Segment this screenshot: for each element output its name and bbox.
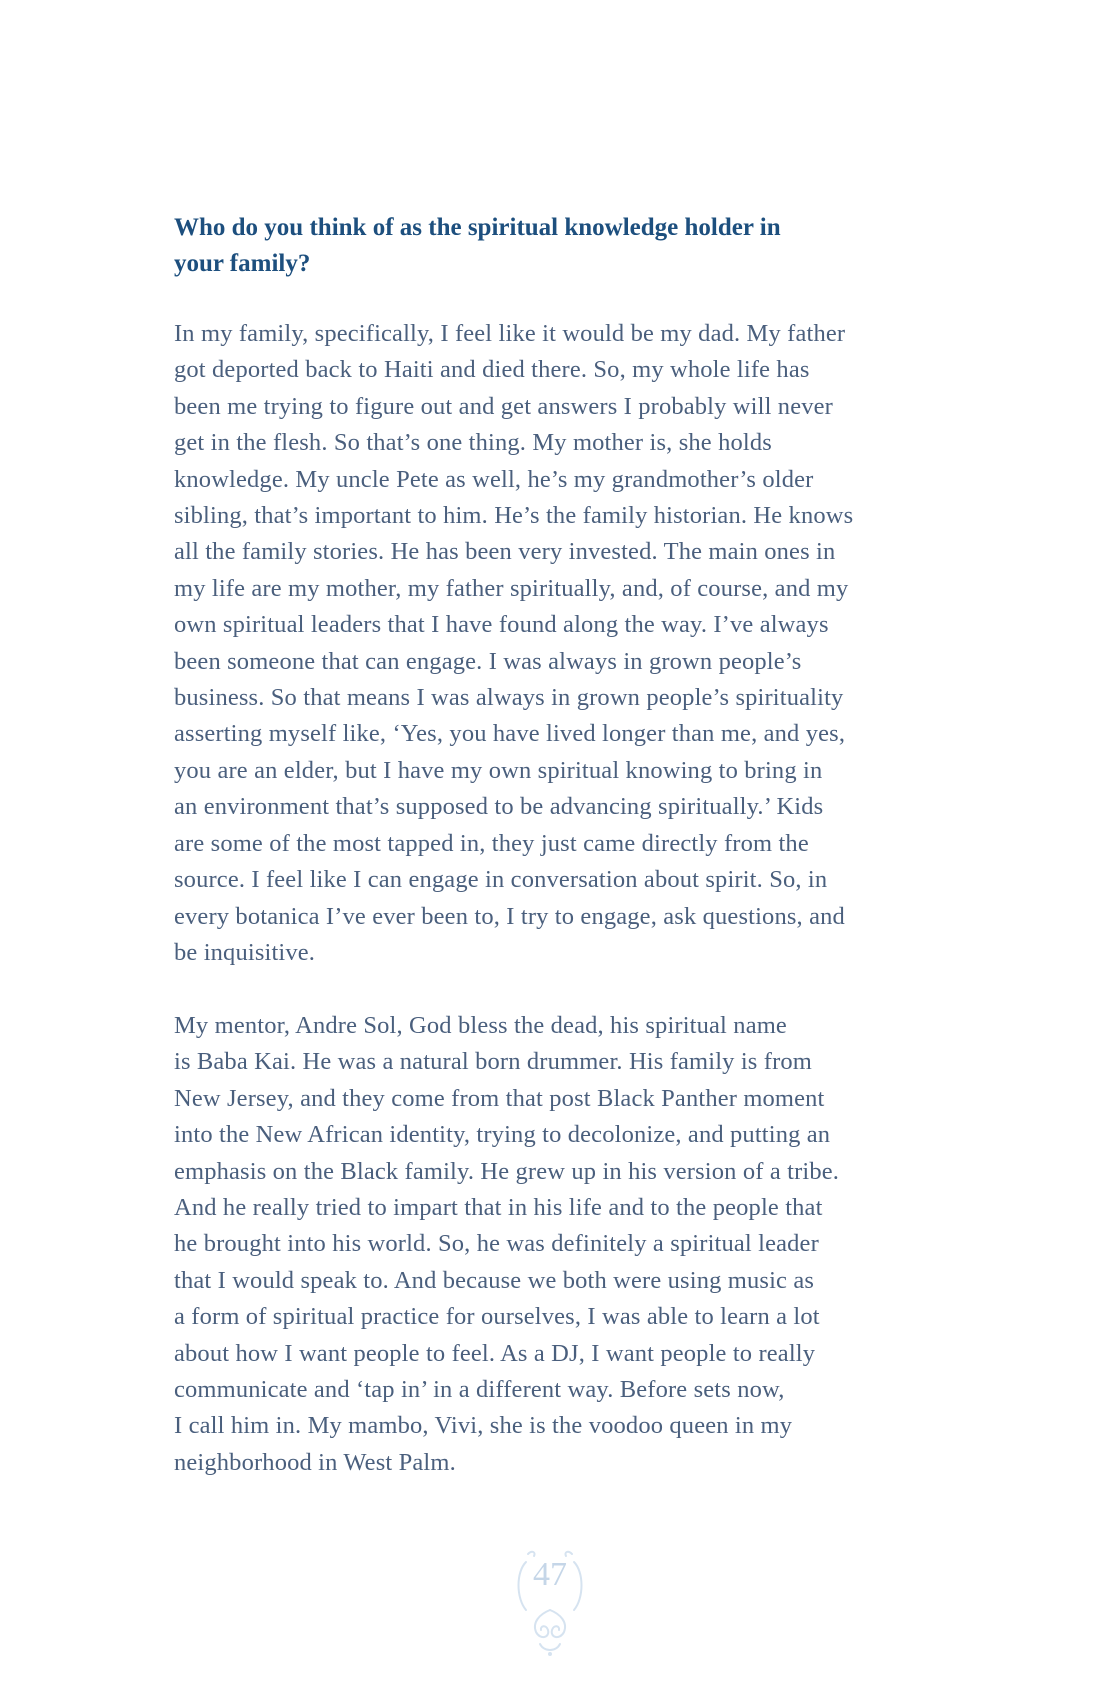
paragraph-line: own spiritual leaders that I have found along the way. I’ve always	[174, 611, 829, 639]
paragraph-line: asserting myself like, ‘Yes, you have lived longer than me, and yes,	[174, 720, 846, 748]
paragraph-line: business. So that means I was always in grown people’s spirituality	[174, 684, 844, 712]
paragraph-line: knowledge. My uncle Pete as well, he’s my grandmother’s older	[174, 465, 814, 493]
paragraph-line: an environment that’s supposed to be advancing spiritually.’ Kids	[174, 793, 824, 821]
paragraph-line: My mentor, Andre Sol, God bless the dead, his spiritual name	[174, 1012, 787, 1039]
paragraph-line: be inquisitive.	[174, 938, 316, 966]
question-line: your family?	[174, 250, 311, 277]
paragraph-line: my life are my mother, my father spiritually, and, of course, and my	[174, 574, 849, 602]
paragraph-line: that I would speak to. And because we both were using music as	[174, 1266, 815, 1294]
page-number: 47	[533, 1556, 567, 1593]
answer-paragraph-1	[174, 316, 964, 971]
paragraph-line: And he really tried to impart that in his life and to the people that	[174, 1194, 823, 1222]
paragraph-line: is Baba Kai. He was a natural born drummer. His family is from	[174, 1048, 812, 1076]
question-line: Who do you think of as the spiritual knowledge holder in	[174, 214, 781, 241]
paragraph-line: source. I feel like I can engage in conversation about spirit. So, in	[174, 866, 828, 894]
paragraph-line: In my family, specifically, I feel like it would be my dad. My father	[174, 320, 846, 347]
paragraph-line: get in the flesh. So that’s one thing. My mother is, she holds	[174, 429, 772, 457]
question-heading	[174, 210, 854, 282]
paragraph-line: all the family stories. He has been very invested. The main ones in	[174, 538, 836, 566]
paragraph-line: neighborhood in West Palm.	[174, 1448, 456, 1476]
paragraph-line: New Jersey, and they come from that post Black Panther moment	[174, 1084, 825, 1112]
paragraph-line: every botanica I’ve ever been to, I try to engage, ask questions, and	[174, 902, 845, 930]
paragraph-line: about how I want people to feel. As a DJ, I want people to really	[174, 1339, 816, 1367]
answer-paragraph-2	[174, 1008, 964, 1481]
paragraph-line: got deported back to Haiti and died there. So, my whole life has	[174, 356, 810, 384]
paragraph-line: a form of spiritual practice for ourselves, I was able to learn a lot	[174, 1303, 820, 1331]
paragraph-line: I call him in. My mambo, Vivi, she is the voodoo queen in my	[174, 1412, 793, 1440]
paragraph-line: sibling, that’s important to him. He’s the family historian. He knows	[174, 502, 854, 530]
paragraph-line: communicate and ‘tap in’ in a different way. Before sets now,	[174, 1376, 785, 1404]
paragraph-line: into the New African identity, trying to decolonize, and putting an	[174, 1121, 831, 1149]
paragraph-line: he brought into his world. So, he was definitely a spiritual leader	[174, 1230, 819, 1258]
paragraph-line: been me trying to figure out and get answers I probably will never	[174, 392, 833, 420]
page-number-ornament	[510, 1548, 590, 1658]
paragraph-line: you are an elder, but I have my own spiritual knowing to bring in	[174, 756, 823, 784]
paragraph-line: emphasis on the Black family. He grew up in his version of a tribe.	[174, 1157, 840, 1185]
paragraph-line: are some of the most tapped in, they just came directly from the	[174, 829, 809, 857]
paragraph-line: been someone that can engage. I was always in grown people’s	[174, 647, 802, 675]
